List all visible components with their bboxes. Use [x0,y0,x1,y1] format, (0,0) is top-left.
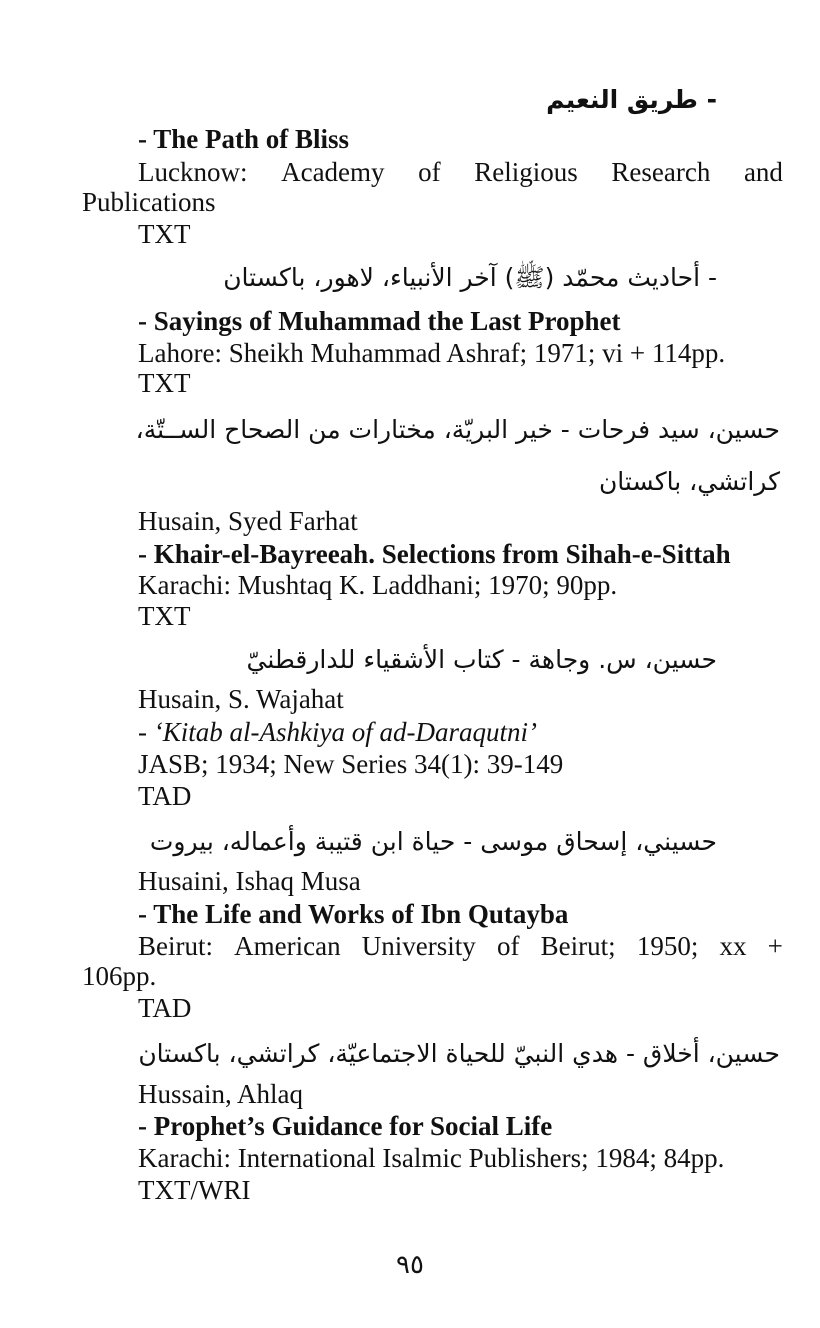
arabic-author-line: حسين، أخلاق - هدي النبيّ للحياة الاجتماعيّة، كراتشي، باكستان [138,1039,780,1068]
arabic-place-line: كراتشي، باكستان [598,467,780,496]
category-code: TXT [138,368,191,398]
arabic-author-line: حسين، س. وجاهة - كتاب الأشقياء للدارقطنيّ [246,645,717,674]
publication-line: Karachi: International Isalmic Publishers; 1984; 84pp. [138,1143,725,1173]
arabic-title-line: - أحاديث محمّد (ﷺ) آخر الأنبياء، لاهور، باكستان [223,263,717,292]
category-code: TAD [138,781,192,811]
entry-title: - Prophet’s Guidance for Social Life [138,1111,553,1141]
entry-author: Husain, Syed Farhat [138,506,358,536]
entry-title: - The Path of Bliss [138,124,350,154]
category-code: TXT/WRI [138,1175,251,1205]
arabic-title-line: - طريق النعيم [546,85,717,114]
publication-line-cont: 106pp. [82,961,157,991]
page-number: ٩٥ [396,1250,424,1280]
entry-title: - The Life and Works of Ibn Qutayba [138,899,569,929]
publication-line-cont: Publications [82,187,216,217]
entry-title: - Khair-el-Bayreeah. Selections from Sihah-e-Sittah [138,539,731,569]
entry-title: - Sayings of Muhammad the Last Prophet [138,306,621,336]
publication-line: Karachi: Mushtaq K. Laddhani; 1970; 90pp. [138,570,618,600]
arabic-author-line: حسين، سيد فرحات - خير البريّة، مختارات من الصحاح الســتّة، [135,415,780,444]
entry-author: Husaini, Ishaq Musa [138,866,361,896]
entry-author: Hussain, Ahlaq [138,1079,303,1109]
category-code: TXT [138,219,191,249]
entry-author: Husain, S. Wajahat [138,684,344,714]
publication-line: Beirut: American University of Beirut; 1950; xx + [138,931,783,961]
publication-line: Lucknow: Academy of Religious Research and [138,157,783,187]
publication-line: JASB; 1934; New Series 34(1): 39-149 [138,749,564,779]
category-code: TXT [138,601,191,631]
entry-title: - ‘Kitab al-Ashkiya of ad-Daraqutni’ [138,717,537,747]
category-code: TAD [138,993,192,1023]
publication-line: Lahore: Sheikh Muhammad Ashraf; 1971; vi + 114pp. [138,338,726,368]
arabic-author-line: حسيني، إسحاق موسى - حياة ابن قتيبة وأعماله، بيروت [149,827,717,856]
